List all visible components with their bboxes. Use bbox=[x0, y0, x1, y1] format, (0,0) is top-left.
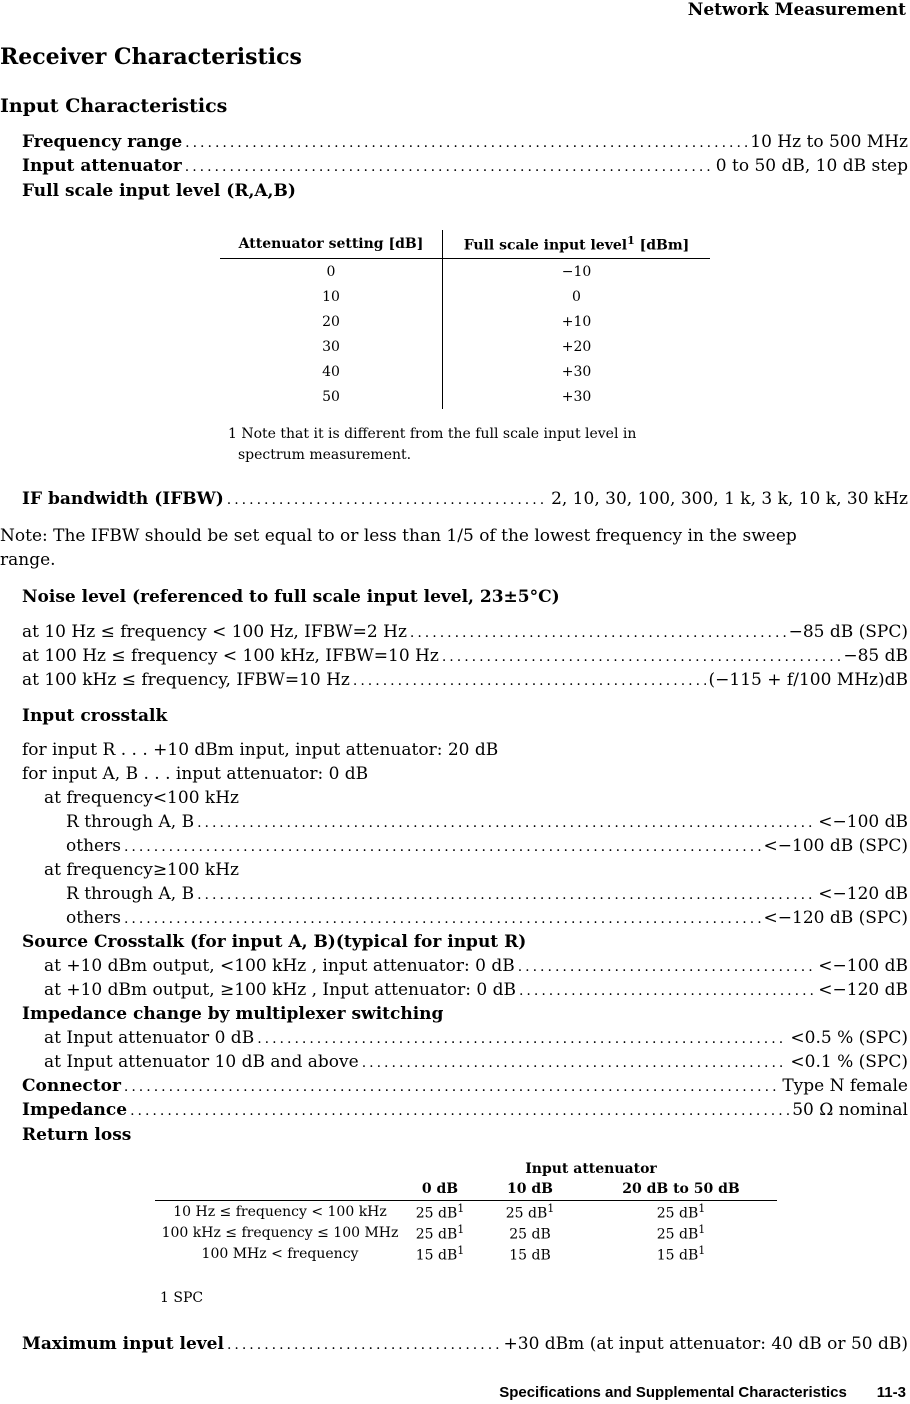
ifbw-note-line2: range. bbox=[0, 550, 56, 570]
table-row: 50 +30 bbox=[220, 384, 710, 409]
source-crosstalk-heading: Source Crosstalk (for input A, B)(typical for input R) bbox=[22, 932, 527, 952]
leader-dots bbox=[185, 135, 747, 151]
noise-row: at 10 Hz ≤ frequency < 100 Hz, IFBW=2 Hz ..... −85 dB (SPC) bbox=[22, 622, 908, 642]
full-scale-heading: Full scale input level (R,A,B) bbox=[22, 181, 296, 201]
footer-title: Specifications and Supplemental Characteristics bbox=[499, 1384, 847, 1401]
table-row: 100 MHz < frequency 15 $dB^1$ 15 dB 15 $dB^1$ bbox=[201, 1243, 706, 1264]
impedance-change-row: at Input attenuator 10 dB and above ..... <0.1 % (SPC) bbox=[44, 1052, 908, 1072]
noise-row: at 100 Hz ≤ frequency < 100 kHz, IFBW=10 Hz ..... −85 dB bbox=[22, 646, 908, 666]
return-loss-table bbox=[155, 1160, 777, 1264]
frequency-range-label: Frequency range bbox=[22, 132, 183, 152]
frequency-range-row bbox=[22, 132, 908, 152]
crosstalk-row: R through A, B ..... <−120 dB bbox=[66, 884, 908, 904]
input-attenuator-value: 0 to 50 dB, 10 dB step bbox=[715, 156, 908, 176]
running-header: Network Measurement bbox=[687, 0, 906, 20]
crosstalk-row: others ..... <−100 dB (SPC) bbox=[66, 836, 908, 856]
input-crosstalk-heading: Input crosstalk bbox=[22, 706, 168, 726]
if-bandwidth-value: 2, 10, 30, 100, 300, 1 k, 3 k, 10 k, 30 kHz bbox=[551, 489, 908, 509]
crosstalk-low-heading: at frequency<100 kHz bbox=[44, 788, 239, 808]
leader-dots bbox=[227, 492, 548, 508]
frequency-range-value: 10 Hz to 500 MHz bbox=[750, 132, 908, 152]
table-row: 10 0 bbox=[220, 284, 710, 309]
maximum-input-row: Maximum input level ..... +30 dBm (at input attenuator: 40 dB or 50 dB) bbox=[22, 1334, 908, 1354]
crosstalk-row: R through A, B ..... <−100 dB bbox=[66, 812, 908, 832]
table-row: 20 +10 bbox=[220, 309, 710, 334]
input-attenuator-label: Input attenuator bbox=[22, 156, 182, 176]
input-attenuator-row bbox=[22, 156, 908, 176]
return-loss-footnote: 1 SPC bbox=[160, 1290, 204, 1306]
connector-row: Connector ..... Type N female bbox=[22, 1076, 908, 1096]
crosstalk-line: for input R . . . +10 dBm input, input attenuator: 20 dB bbox=[22, 740, 499, 760]
input-attenuator-group-header: Input attenuator bbox=[525, 1161, 657, 1177]
crosstalk-line: for input A, B . . . input attenuator: 0 dB bbox=[22, 764, 369, 784]
source-crosstalk-row: at +10 dBm output, <100 kHz , input attenuator: 0 dB ..... <−100 dB bbox=[44, 956, 908, 976]
noise-level-heading: Noise level (referenced to full scale input level, 23±5°C) bbox=[22, 587, 560, 607]
table-header-full-scale: Full scale input level$^1$ [dBm] bbox=[443, 230, 711, 259]
table-row: 100 kHz ≤ frequency ≤ 100 MHz 25 $dB^1$ 25 dB 25 $dB^1$ bbox=[161, 1222, 706, 1243]
page-footer bbox=[499, 1384, 906, 1401]
ifbw-note-line1: Note: The IFBW should be set equal to or less than 1/5 of the lowest frequency in the sweep bbox=[0, 526, 797, 546]
table-row: 40 +30 bbox=[220, 359, 710, 384]
full-scale-table bbox=[220, 230, 710, 409]
noise-row: at 100 kHz ≤ frequency, IFBW=10 Hz ..... (−115 + f/100 MHz)dB bbox=[22, 670, 908, 690]
if-bandwidth-label: IF bandwidth (IFBW) bbox=[22, 489, 224, 509]
table-footnote: 1 Note that it is different from the full scale input level in spectrum measurement. bbox=[228, 426, 637, 463]
section-title: Receiver Characteristics bbox=[0, 44, 302, 70]
impedance-row: Impedance ..... 50 Ω nominal bbox=[22, 1100, 908, 1120]
table-row: 30 +20 bbox=[220, 334, 710, 359]
if-bandwidth-row bbox=[22, 489, 908, 509]
col-header: 20 dB to 50 dB bbox=[585, 1178, 777, 1201]
crosstalk-row: others ..... <−120 dB (SPC) bbox=[66, 908, 908, 928]
table-row: 0 −10 bbox=[220, 259, 710, 285]
page-number: 11-3 bbox=[876, 1384, 906, 1401]
source-crosstalk-row: at +10 dBm output, ≥100 kHz , Input attenuator: 0 dB ..... <−120 dB bbox=[44, 980, 908, 1000]
leader-dots bbox=[185, 159, 713, 175]
subsection-title: Input Characteristics bbox=[0, 95, 228, 117]
col-header: 10 dB bbox=[475, 1178, 585, 1201]
table-header-attenuator: Attenuator setting [dB] bbox=[220, 230, 443, 259]
crosstalk-high-heading: at frequency≥100 kHz bbox=[44, 860, 239, 880]
return-loss-heading: Return loss bbox=[22, 1125, 132, 1145]
impedance-change-row: at Input attenuator 0 dB ..... <0.5 % (SPC) bbox=[44, 1028, 908, 1048]
table-row: 10 Hz ≤ frequency < 100 kHz 25 $dB^1$ 25 $dB^1$ 25 $dB^1$ bbox=[173, 1201, 706, 1222]
impedance-change-heading: Impedance change by multiplexer switching bbox=[22, 1004, 444, 1024]
col-header: 0 dB bbox=[405, 1178, 475, 1201]
